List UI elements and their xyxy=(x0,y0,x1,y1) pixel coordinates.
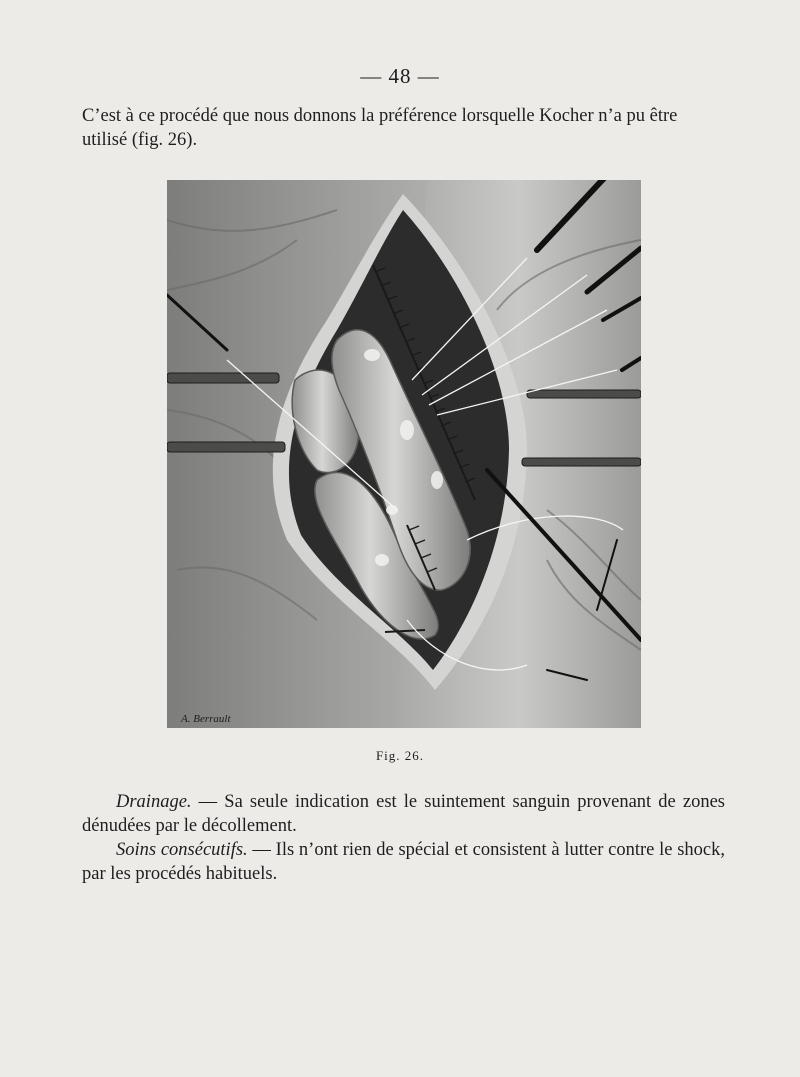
drainage-text: — Sa seule indication est le suintement sanguin provenant de zones dénudées par le décollement. xyxy=(82,792,725,836)
figure-caption: Fig. 26. xyxy=(375,748,425,763)
page-number: — 48 — xyxy=(360,64,440,88)
surgical-illustration xyxy=(167,180,641,728)
drainage-heading: Drainage. xyxy=(116,792,192,812)
intro-line-1: C’est à ce procédé que nous donnons la préférence lorsquelle Kocher n’a pu être xyxy=(82,106,678,126)
surgical-drawing xyxy=(167,180,641,728)
soins-text: — Ils n’ont rien de spécial et consistent à lutter contre le shock, par les procédés habituels. xyxy=(82,840,725,884)
intro-paragraph xyxy=(82,104,722,152)
intro-line-2: utilisé (fig. 26). xyxy=(82,130,198,150)
drainage-paragraph xyxy=(82,790,725,886)
artist-signature: A. Berrault xyxy=(181,713,231,725)
soins-heading: Soins consécutifs. xyxy=(116,840,248,860)
